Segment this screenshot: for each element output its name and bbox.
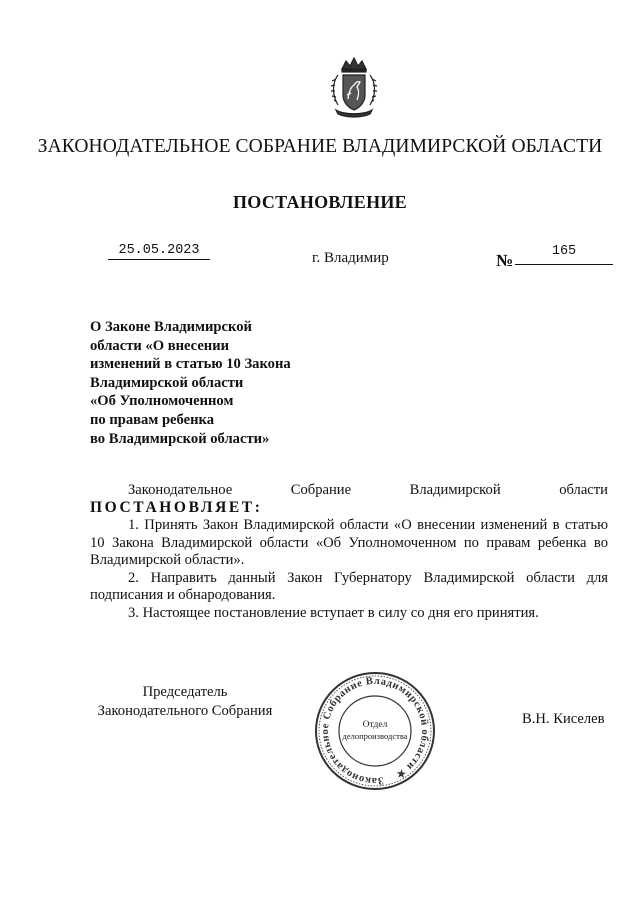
official-stamp-seal <box>311 669 439 793</box>
subject-line: «Об Уполномоченном <box>90 393 234 410</box>
resolves-heading: ПОСТАНОВЛЯЕТ: <box>90 499 263 516</box>
stamp-center-text: Отдел <box>362 720 388 730</box>
stamp-ring-text: Законодательное Собрание Владимирской области ★ <box>319 675 431 787</box>
document-date: 25.05.2023 <box>108 243 210 260</box>
subject-line: изменений в статью 10 Закона <box>90 356 291 373</box>
document-subject <box>90 318 330 448</box>
resolution-item: 1. Принять Закон Владимирской области «О внесении изменений в статью 10 Закона Владимирской области «Об Уполномоченном по правам ребенка во Владимирской области». <box>90 517 608 569</box>
subject-line: О Законе Владимирской <box>90 319 252 335</box>
signatory-name: В.Н. Киселев <box>522 711 605 727</box>
subject-line: области «О внесении <box>90 337 230 354</box>
intro-line <box>128 482 608 499</box>
document-city: г. Владимир <box>312 250 389 266</box>
document-type-title: ПОСТАНОВЛЕНИЕ <box>233 192 407 212</box>
resolution-item: 3. Настоящее постановление вступает в силу со дня его принятия. <box>128 604 539 621</box>
intro-word: Владимирской <box>409 482 501 498</box>
resolution-items <box>90 517 608 623</box>
organization-title: ЗАКОНОДАТЕЛЬНОЕ СОБРАНИЕ ВЛАДИМИРСКОЙ ОБЛАСТИ <box>37 136 603 157</box>
intro-word: Законодательное <box>128 482 233 498</box>
number-sign: № <box>496 251 514 270</box>
document-number: 165 <box>515 244 613 265</box>
resolution-item: 2. Направить данный Закон Губернатору Владимирской области для подписания и обнародования. <box>90 569 608 604</box>
position-line: Законодательного Собрания <box>97 703 273 719</box>
coat-of-arms-emblem <box>328 55 380 119</box>
signatory-position <box>90 683 280 721</box>
intro-word: области <box>559 482 608 498</box>
subject-line: Владимирской области <box>90 374 244 391</box>
intro-word: Собрание <box>290 482 352 498</box>
subject-line: во Владимирской области» <box>90 430 270 447</box>
position-line: Председатель <box>142 684 228 700</box>
stamp-center-text: делопроизводства <box>342 731 408 741</box>
subject-line: по правам ребенка <box>90 411 215 428</box>
